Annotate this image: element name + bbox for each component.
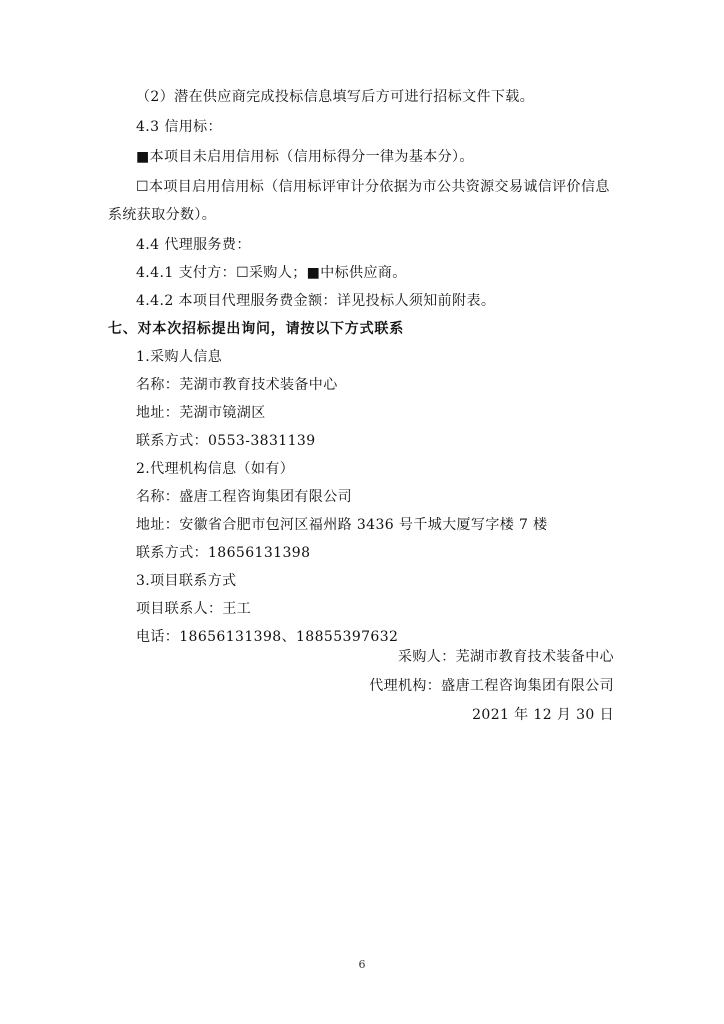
agency-address: 地址：安徽省合肥市包河区福州路 3436 号千城大厦写字楼 7 楼 [136,517,548,533]
project-contact-phone: 电话：18656131398、18855397632 [136,629,399,645]
text-line-credit-enabled-cont: 系统获取分数）。 [108,207,217,223]
purchaser-contact: 联系方式：0553-3831139 [136,433,316,449]
purchaser-name: 名称：芜湖市教育技术装备中心 [136,377,338,393]
text-line-download-note: （2）潜在供应商完成投标信息填写后方可进行招标文件下载。 [136,89,535,105]
project-contact-person: 项目联系人：王工 [136,601,252,617]
text-line-credit-enabled: ☐本项目启用信用标（信用标评审计分依据为市公共资源交易诚信评价信息 [136,179,610,195]
signature-date: 2021 年 12 月 30 日 [472,707,614,723]
agency-title: 2.代理机构信息（如有） [136,461,295,477]
page-number: 6 [358,958,366,971]
text-line-fee-amount: 4.4.2 本项目代理服务费金额：详见投标人须知前附表。 [136,293,496,309]
signature-agency: 代理机构：盛唐工程咨询集团有限公司 [369,678,614,694]
section-heading-inquiry: 七、对本次招标提出询问，请按以下方式联系 [108,321,404,337]
signature-purchaser: 采购人：芜湖市教育技术装备中心 [398,649,614,665]
text-line-agency-fee-heading: 4.4 代理服务费： [136,237,251,253]
text-line-credit-heading: 4.3 信用标： [136,119,222,135]
text-line-credit-disabled: ■本项目未启用信用标（信用标得分一律为基本分）。 [136,149,474,165]
purchaser-title: 1.采购人信息 [136,349,223,365]
project-contact-title: 3.项目联系方式 [136,573,237,589]
agency-contact: 联系方式：18656131398 [136,545,311,561]
agency-name: 名称：盛唐工程咨询集团有限公司 [136,489,352,505]
text-line-payer: 4.4.1 支付方：☐采购人；■中标供应商。 [136,265,407,281]
purchaser-address: 地址：芜湖市镜湖区 [136,405,266,421]
